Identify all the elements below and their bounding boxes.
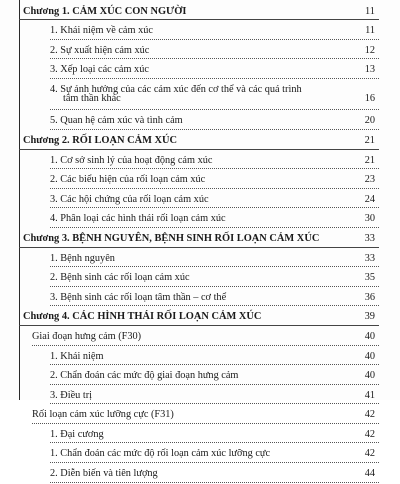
leader-line	[50, 207, 379, 208]
leader-line	[50, 286, 379, 287]
entry-title: 1. Chẩn đoán các mức độ rối loạn cảm xúc lưỡng cực	[50, 448, 271, 460]
toc-entry-row	[19, 209, 379, 229]
page-number: 42	[364, 428, 375, 440]
leader-line	[32, 345, 379, 346]
entry-title: 1. Khái niệm về cảm xúc	[50, 25, 153, 36]
page-number: 21	[364, 154, 375, 166]
entry-title: 3. Điều trị	[50, 389, 93, 401]
leader-line	[19, 149, 379, 150]
leader-line	[50, 227, 379, 228]
entry-title: tâm thần khác	[63, 92, 121, 104]
page-number: 39	[364, 311, 375, 323]
leader-line	[50, 39, 379, 40]
toc-entry-row	[19, 21, 379, 41]
entry-title: 3. Các hội chứng của rối loạn cảm xúc	[50, 193, 209, 205]
entry-title: Giai đoạn hưng cảm (F30)	[32, 330, 142, 342]
toc-entry-row	[19, 347, 379, 367]
entry-title: 3. Xếp loại các cảm xúc	[50, 64, 149, 76]
toc-entry-row	[19, 386, 379, 406]
page-number: 21	[364, 134, 375, 146]
table-of-contents	[19, 5, 379, 484]
leader-line	[50, 384, 379, 385]
page-number: 44	[364, 468, 375, 480]
toc-entry-row	[19, 268, 379, 288]
leader-line	[50, 364, 379, 365]
entry-title: 1. Đại cương	[50, 428, 104, 440]
page-number: 36	[364, 291, 375, 303]
toc-entry-row	[19, 92, 379, 112]
page-number: 40	[364, 350, 375, 362]
leader-line	[50, 305, 379, 306]
entry-title: 3. Bệnh sinh các rối loạn tâm thần – cơ thể	[50, 291, 227, 303]
chapter-title: Chương 4. CÁC HÌNH THÁI RỐI LOẠN CẢM XÚC	[23, 311, 262, 323]
entry-title: 1. Cơ sở sinh lý của hoạt động cảm xúc	[50, 154, 213, 166]
toc-entry-row	[19, 111, 379, 131]
toc-entry-row	[19, 405, 379, 425]
toc-entry-row	[19, 327, 379, 347]
toc-chapter-row	[19, 307, 379, 327]
chapter-title: Chương 1. CẢM XÚC CON NGƯỜI	[23, 6, 187, 17]
entry-title: 1. Bệnh nguyên	[50, 252, 115, 264]
page-number: 30	[364, 213, 375, 225]
leader-line	[50, 266, 379, 267]
entry-title: 2. Sự xuất hiện cảm xúc	[50, 44, 150, 56]
page-number: 33	[364, 252, 375, 264]
leader-line	[50, 403, 379, 404]
toc-entry-row	[19, 41, 379, 61]
toc-entry-row	[19, 249, 379, 269]
toc-entry-row	[19, 80, 379, 95]
toc-entry-row	[19, 151, 379, 171]
leader-line	[50, 78, 379, 79]
toc-chapter-row	[19, 5, 379, 21]
leader-line	[50, 462, 379, 463]
toc-chapter-row	[19, 131, 379, 151]
toc-chapter-row	[19, 229, 379, 249]
page-number: 41	[364, 389, 375, 401]
leader-line	[32, 423, 379, 424]
toc-entry-row	[19, 288, 379, 308]
toc-entry-row	[19, 444, 379, 464]
entry-title: Rối loạn cảm xúc lưỡng cực (F31)	[32, 409, 174, 421]
toc-entry-row	[19, 190, 379, 210]
leader-line	[50, 109, 379, 110]
leader-line	[50, 58, 379, 59]
page-number: 11	[364, 6, 375, 17]
page-number: 42	[364, 409, 375, 421]
chapter-title: Chương 3. BỆNH NGUYÊN, BỆNH SINH RỐI LOẠN CẢM XÚC	[23, 232, 320, 244]
page-number: 42	[364, 448, 375, 460]
page-number: 16	[364, 92, 375, 104]
entry-title: 5. Quan hệ cảm xúc và tình cảm	[50, 115, 183, 127]
page-number: 33	[364, 232, 375, 244]
leader-line	[50, 442, 379, 443]
page-number: 13	[364, 64, 375, 76]
entry-title: 4. Phân loại các hình thái rối loạn cảm xúc	[50, 213, 226, 225]
toc-entry-row	[19, 366, 379, 386]
leader-line	[50, 168, 379, 169]
toc-entry-row	[19, 464, 379, 484]
entry-title: 2. Các biểu hiện của rối loạn cảm xúc	[50, 174, 206, 186]
page-number: 23	[364, 174, 375, 186]
page-number: 40	[364, 330, 375, 342]
entry-title: 2. Diễn biến và tiên lượng	[50, 468, 158, 480]
page-number: 20	[364, 115, 375, 127]
toc-entry-row	[19, 425, 379, 445]
leader-line	[50, 129, 379, 130]
entry-title: 2. Chẩn đoán các mức độ giai đoạn hưng cảm	[50, 370, 239, 382]
page-number: 40	[364, 370, 375, 382]
page-number: 12	[364, 44, 375, 56]
toc-entry-row	[19, 60, 379, 80]
page-number: 24	[364, 193, 375, 205]
entry-title: 2. Bệnh sinh các rối loạn cảm xúc	[50, 272, 190, 284]
toc-entry-row	[19, 170, 379, 190]
page-number: 35	[364, 272, 375, 284]
page-number: 11	[365, 25, 375, 36]
leader-line	[19, 19, 379, 20]
leader-line	[50, 188, 379, 189]
entry-title: 4. Sự ảnh hưởng của các cảm xúc đến cơ thể và các quá trình	[50, 83, 302, 95]
leader-line	[50, 482, 379, 483]
leader-line	[19, 247, 379, 248]
entry-title: 1. Khái niệm	[50, 350, 104, 362]
leader-line	[19, 325, 379, 326]
chapter-title: Chương 2. RỐI LOẠN CẢM XÚC	[23, 134, 178, 146]
